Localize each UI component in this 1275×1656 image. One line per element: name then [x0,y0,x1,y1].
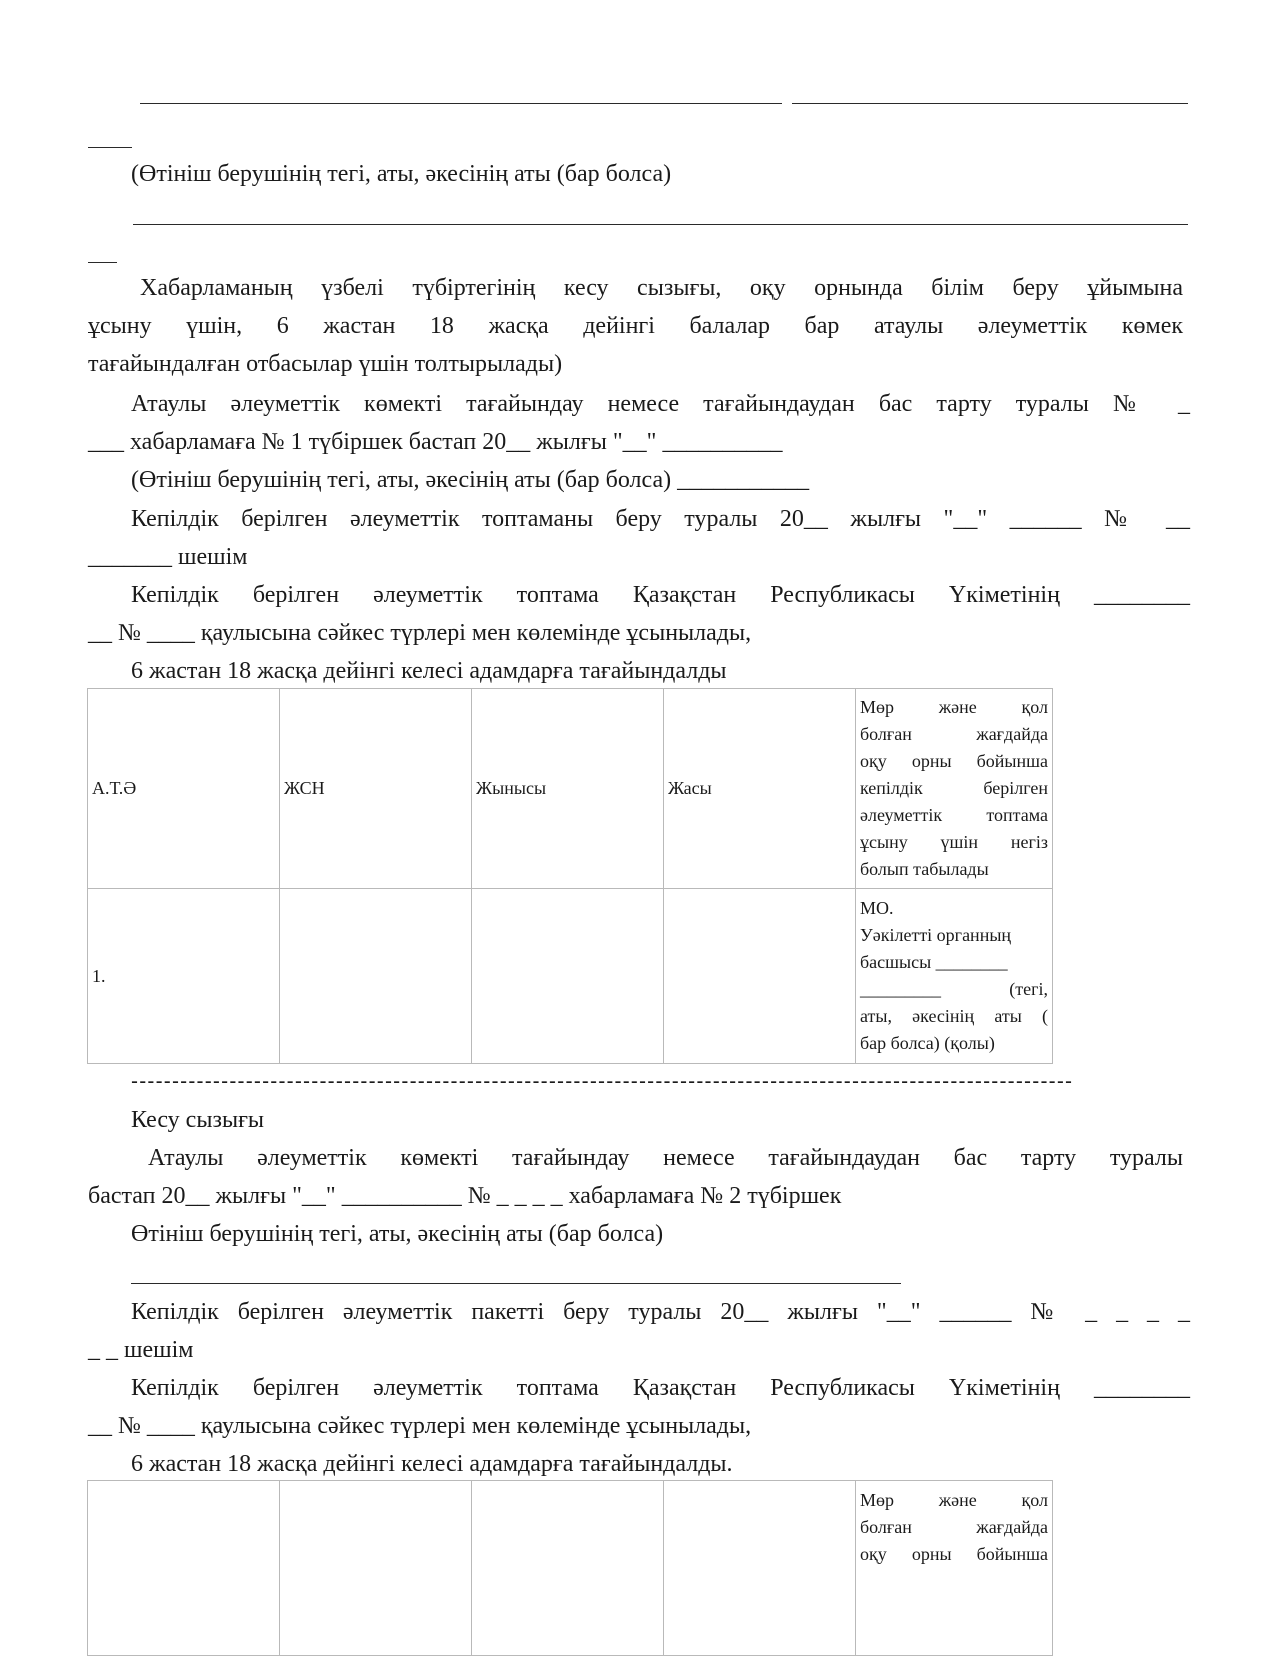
stub-note-line: тағайындалған отбасылар үшін толтырылады) [88,351,563,377]
decision-line: _______ шешім [88,544,248,570]
package-line: Кепілдік берілген әлеуметтік топтама Қазақстан Республикасы Үкіметінің ________ [131,582,1190,608]
stub2-line: Атаулы әлеуметтік көмекті тағайындау немесе тағайындаудан бас тарту туралы [148,1145,1183,1171]
seal-line: бар болса) (қолы) [860,1033,995,1053]
empty-cell [88,1481,280,1656]
column-header-name: А.Т.Ә [88,689,280,889]
empty-cell [664,1481,856,1656]
empty-cell [664,889,856,1064]
fill-line [131,1283,901,1284]
applicant-caption: (Өтініш берушінің тегі, аты, әкесінің аты (бар болса) [131,161,672,187]
table-header-row [88,689,1053,889]
empty-cell [280,889,472,1064]
seal-line: Уәкілетті органның [860,925,1012,945]
stub1-line: ___ хабарламаға № 1 түбіршек бастап 20__ жылғы "__" __________ [88,429,783,455]
package-line: __ № ____ қаулысына сәйкес түрлері мен көлемінде ұсынылады, [88,620,752,646]
seal-header-line: кепілдік берілген [860,778,1048,798]
seal-header-line: оқу орны бойынша [860,751,1048,771]
seal-header-line: Мөр және қол [860,1490,1048,1510]
seal-line: басшысы ________ [860,952,1008,972]
stub-note-line: ұсыну үшін, 6 жастан 18 жасқа дейінгі балалар бар атаулы әлеуметтік көмек [88,313,1183,339]
column-header-iin: ЖСН [280,689,472,889]
package-line: __ № ____ қаулысына сәйкес түрлері мен көлемінде ұсынылады, [88,1413,752,1439]
decision-line: Кепілдік берілген әлеуметтік пакетті беру туралы 20__ жылғы "__" ______ № _ _ _ _ [131,1299,1190,1325]
seal-header-line: болып табылады [860,859,989,879]
seal-header-line: әлеуметтік топтама [860,805,1048,825]
stub2-line: бастап 20__ жылғы "__" __________ № _ _ _ _ хабарламаға № 2 түбіршек [88,1183,842,1209]
fill-line [140,103,782,104]
fill-line [133,224,1188,225]
column-header-seal [856,1481,1053,1656]
seal-header-line: болған жағдайда [860,724,1048,744]
seal-header-line: ұсыну үшін негіз [860,832,1048,852]
decision-line: Кепілдік берілген әлеуметтік топтаманы беру туралы 20__ жылғы "__" ______ № __ [131,506,1190,532]
table-row [88,889,1053,1064]
column-header-gender: Жынысы [472,689,664,889]
seal-line: МО. [860,898,894,918]
stub1-line: Атаулы әлеуметтік көмекті тағайындау немесе тағайындаудан бас тарту туралы № _ [131,391,1190,417]
children-table [87,688,1053,1064]
seal-header-line: оқу орны бойынша [860,1544,1048,1564]
fill-line [792,103,1188,104]
decision-line: _ _ шешім [88,1337,194,1363]
empty-cell [280,1481,472,1656]
seal-signature-cell [856,889,1053,1064]
fill-line [88,147,132,148]
empty-cell [472,1481,664,1656]
seal-line: аты, әкесінің аты ( [860,1006,1048,1026]
seal-header-line: болған жағдайда [860,1517,1048,1537]
cut-line: ------------------------------------------------------------------------------------------------------------------- [131,1070,1074,1093]
package-line: Кепілдік берілген әлеуметтік топтама Қазақстан Республикасы Үкіметінің ________ [131,1375,1190,1401]
assigned-line: 6 жастан 18 жасқа дейінгі келесі адамдарға тағайындалды. [131,1451,733,1477]
column-header-age: Жасы [664,689,856,889]
table-header-row [88,1481,1053,1656]
seal-header-line: Мөр және қол [860,697,1048,717]
fill-line [88,262,117,263]
empty-cell [472,889,664,1064]
seal-line: _________ (тегі, [860,979,1048,999]
column-header-seal [856,689,1053,889]
assigned-line: 6 жастан 18 жасқа дейінгі келесі адамдарға тағайындалды [131,658,727,684]
row-number: 1. [88,889,280,1064]
children-table-2 [87,1480,1053,1656]
stub-note-line: Хабарламаның үзбелі түбіртегінің кесу сызығы, оқу орнында білім беру ұйымына [140,275,1183,301]
applicant-line: (Өтініш берушінің тегі, аты, әкесінің аты (бар болса) ___________ [131,467,810,493]
cut-label: Кесу сызығы [131,1107,265,1133]
applicant-line: Өтініш берушінің тегі, аты, әкесінің аты (бар болса) [131,1221,664,1247]
